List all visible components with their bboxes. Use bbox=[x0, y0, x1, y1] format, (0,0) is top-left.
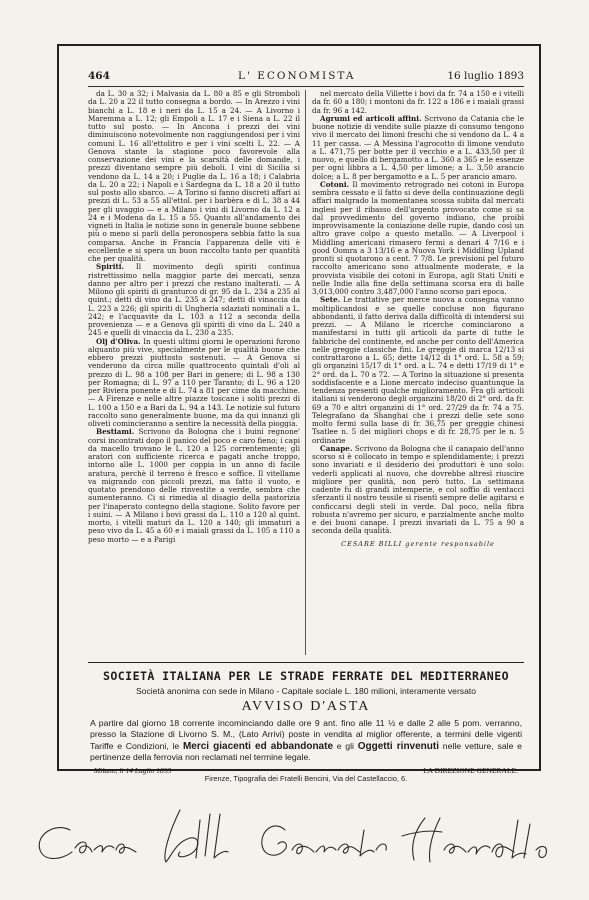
journal-title: L' ECONOMISTA bbox=[238, 70, 356, 82]
printer-line: Firenze, Tipografia dei Fratelli Bencini, Via del Castellaccio, 6. bbox=[204, 774, 408, 783]
paragraph bbox=[88, 90, 300, 263]
paragraph-text: Il movimento retrogrado nei cotoni in Europa sembra cessato e il fatto si deve della continuazione degli affari malgrado la momentanea scossa subita dal mercati inglesi per il ribasso dell'argento provocato come si sa dal provvedimento del governo indiano, che proibì improvvisamente la coniazione delle rupie, dando così un altro grave colpo a questo metallo. — A Liverpool i Middling americani rimasero fermi a denari 4 7/16 e i good Oomra a 3 13/16 e a Nuova York i Middling Upland pronti si quotarono a cent. 7 7/8. Le previsioni pel futuro raccolto americano sono attualmente moderate, e la provvista visibile dei cotoni in Europa, agli Stati Uniti e nelle Indie alla fine della settimana scorsa era di balle 3,013,000 contro 3,487,000 l'anno scorso pari epoca. bbox=[312, 179, 524, 296]
ad-body-text: nelle vetture, sale e pertinenze della ferrovia non reclamati nel termine legale. bbox=[90, 740, 522, 763]
paragraph bbox=[88, 338, 300, 429]
paragraph bbox=[88, 263, 300, 337]
paragraph-text: da L. 30 a 32; i Malvasia da L. 80 a 85 e gli Stromboli da L. 20 a 22 il tutto consegna a bordo. — In Arezzo i vini bianchi a L. 18 e i neri da L. 15 a 24. — A Livorno i Maremma a L. 12; gli Empoli a L. 17 e i Siena a L. 22 il tutto sul posto. — In Ancona i prezzi dei vini diminuiscono notevolmente non raggiungendosi per i vini comuni L. 16 all'ettolitro e per i vini scelti L. 22. — A Genova stante la stagione poco favorevole alla conservazione dei vini e la scarsità delle domande, i prezzi diventano sempre più deboli. I vini di Sicilia si vendono da L. 14 a 20; i Puglie da L. 16 a 18; i Calabria da L. 20 a 22; i Napoli e i Sardegna da L. 18 a 20 il tutto sul posto allo sbarco. — A Torino si fanno discreti affari ai prezzi di L. 53 a 55 all'ettol. per i barbèra e di L. 38 a 44 per gli uvaggio — e a Milano i vini di Livorno da L. 12 a 24 e i Modena da L. 15 a 55. Quanto all'andamento dei vigneti in Italia le notizie sono in generale buone sebbene più o meno si parli della peronospera sebbia fatto la sua comparsa. Anche in Francia l'apparenza delle viti è eccellente e si spera un buon raccolto tanto per quantità che per qualità. bbox=[88, 89, 300, 263]
section-title: Olj d'Oliva. bbox=[96, 336, 141, 346]
ad-heading: AVVISO D'ASTA bbox=[241, 699, 371, 714]
article-columns bbox=[88, 90, 524, 662]
paragraph-text: Le trattative per merce nuova a consegna vanno moltiplicandosi e se quelle concluse non figurano abbondanti, il fatto deriva dalla difficoltà di intendersi sui prezzi. — A Milano le ricerche cominciarono a manifestarsi in tutti gli articoli da parte di tutte le fabbriche del continente, ed anche per conto dell'America nelle greggie classiche fini. Le greggie di marca 12/13 si contrattarono a L. 65; dette 14/12 di 1° ord. L. 58 a 59; gli organzini 15/17 di 1° ord. a L. 74 e detti 17/19 di 1° e 2° ord. da L. 70 a 72. — A Torino la situazione si presenta soddisfacente e a Lione mercato indeciso quantunque la tendenza presenti qualche miglioramento. Fra gli articoli italiani si venderono degli organzini 18/20 di 2° ord. da fr. 69 a 70 e altri organzini di 1° ord. 27/29 da fr. 74 a 75. Telegrafano da Shanghai che i prezzi delle sete sono molto fermi sulla base di fr. 36,75 per greggie chinesi Tsatlee n. 5 dei migliori chops e di fr. 28,75 per le n. 5 ordinarie bbox=[312, 295, 524, 445]
paragraph-text: Il movimento degli spiriti continua ristrettissimo nella maggior parte dei mercati, senza danno per altro per i prezzi che restano inalterati. — A Milono gli spiriti di granturco di gr. 95 da L. 234 a 235 al quint.; detti di vino da L. 235 a 247; detti di vinaccia da L. 223 a 226; gli spiriti di Ungheria sdaziati nominali a L. 242; e l'acquavite da L. 103 a 112 a seconda della provenienza — e a Genova gli spiriti di vino da L. 240 a 245 e quelli di vinaccia da L. 230 a 235. bbox=[88, 262, 300, 338]
section-title: Bestiami. bbox=[96, 427, 135, 437]
advertisement bbox=[88, 662, 524, 775]
issue-date: 16 luglio 1893 bbox=[447, 70, 524, 82]
section-title: Spiriti. bbox=[96, 262, 125, 272]
ad-body-text: e gli bbox=[336, 740, 354, 751]
paragraph bbox=[312, 445, 524, 536]
ad-body bbox=[88, 718, 524, 764]
paragraph-text: Scrivono da Bologna che i buini regnone' corsi incontrati dopo il panico del poco e caro fieno; i capi da macello trovano le L. 120 a 125 correntemente; gli aratori con sufficiente ricerca e pagati anche troppo, intorno alle L. 1000 per coppia in un anno di facile aratura, perchè il terreno è fresco e soffice. Il vitellame va migrando con piccoli prezzi, ma fatto il vuoto, e quotato prendono delle rinvestite a verde, sembra che aumenteranno. Ci si rimedia al disagio della pastorizia per l'inaperato contegno della stagione. Solito favore per i suini. — A Milano i bovi grassi da L. 110 a 120 al quint. morto, i vitelli maturi da L. 120 a 140; gli immaturi a peso vivo da L. 45 a 60 e i maiali grassi da L. 105 a 110 a peso morto — e a Parigi bbox=[88, 427, 300, 544]
ad-place-date: Milano, li 14 Luglio 1893 bbox=[94, 765, 172, 775]
section-title: Cotoni. bbox=[320, 179, 350, 189]
paragraph bbox=[312, 296, 524, 445]
left-column bbox=[88, 90, 300, 662]
ad-body-text: A partire dal giorno 18 corrente incominciando dalle ore 9 ant. fino alle 11 ½ e dalle 2 alle 5 pom. verranno, presso la Stazione di Livorno S. M., (Lato Arrivi) poste in vendita al miglior offerente, a termini delle vigenti Tariffe e Condizioni, le bbox=[90, 718, 522, 751]
handwritten-signature bbox=[30, 800, 560, 880]
ad-subtitle: Società anonima con sede in Milano - Capitale sociale L. 180 milioni, interamente versato bbox=[135, 686, 477, 696]
paragraph bbox=[312, 90, 524, 115]
divider bbox=[88, 662, 524, 663]
ad-company: SOCIETÀ ITALIANA PER LE STRADE FERRATE DEL MEDITERRANEO bbox=[103, 669, 509, 683]
page-number: 464 bbox=[88, 70, 110, 82]
paragraph-text: In questi ultimi giorni le operazioni furono alquanto più vive, specialmente per le qualità buone che ebbero prezzi piuttosto sostenuti. — A Genova si venderono da circa mille quattrocento quintali d'oli al prezzo di L. 98 a 108 per Bari in genere; di L. 98 a 130 per Romagna; di L. 97 a 110 per Taranto; di L. 96 a 120 per Riviera ponente e di L. 74 a 81 per cime da macchine. — A Firenze e nelle altre piazze toscane i soliti prezzi di L. 100 a 150 e a Bari da L. 94 a 143. Le notizie sul futuro raccolto sono generalmente buone, ma da qui innanzi gli oliveti comincieranno a sentire la necessità della pioggia. bbox=[88, 336, 300, 428]
paragraph bbox=[312, 181, 524, 297]
paragraph-text: Scrivono da Bologna che il canapaio dell'anno scorso si è collocato in tempo e splendidamente; i prezzi sono invariati e il desiderio dei produttori è uno solo: vederli applicati al nuovo, che dovrebbe altresì riuscire migliore per qualità, non però tutto. La settimana cadente fu di grandi intemperie, e col soffio di ventacci sferzanti il nostro tessile si risentì sempre delle agitarsi e conficcarsi degli steli in verde. Dal poco, nella fibra robusta n'avremo per sicuro, e parzialmente anche molto e dei buoni canape. I prezzi invariati da L. 75 a 90 a seconda della qualità. bbox=[312, 443, 524, 536]
right-column bbox=[312, 90, 524, 662]
section-title: Canape. bbox=[320, 443, 353, 453]
paragraph-text: Scrivono da Catania che le buone notizie di vendite sulle piazze di consumo tengono vivo il mercato dei limoni freschi che si vendono da L. 4 a 11 per cassa. — A Messina l'agrocotto di limone venduto a L. 471,75 per botte per il vecchio e a L. 433,50 per il nuovo, e quello di bergamotto a L. 360 a 365 e le essenze per ogni libbra a L. 4,50 per limone; a L. 3,50 arancio dolce; a L. 8 per bergamotto e a L. 5 per arancio amaro. bbox=[312, 113, 524, 181]
section-title: Agrumi ed articoli affini. bbox=[320, 113, 422, 123]
ad-highlight: Merci giacenti ed abbandonate bbox=[182, 740, 334, 752]
ad-signed-by: LA DIREZIONE GENERALE. bbox=[423, 765, 518, 775]
paragraph bbox=[312, 115, 524, 181]
section-title: Sete. bbox=[320, 295, 341, 305]
ad-highlight: Oggetti rinvenuti bbox=[357, 740, 440, 752]
paragraph bbox=[88, 428, 300, 544]
paragraph-text: nel mercato della Villette i bovi da fr. 74 a 150 e i vitelli da fr. 60 a 180; i montoni da fr. 122 a 186 e i maiali grassi da fr. 96 a 142. bbox=[312, 89, 524, 115]
page-header bbox=[88, 68, 524, 87]
column-divider bbox=[305, 90, 306, 655]
column-signature: CESARE BILLI gerente responsabile bbox=[341, 539, 495, 548]
